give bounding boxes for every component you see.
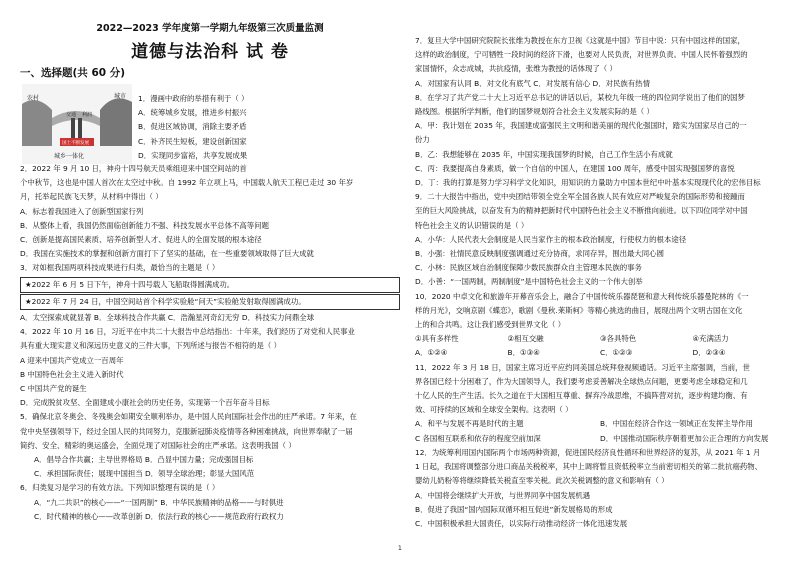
left-line[interactable]: D．完成脱贫攻坚、全面建成小康社会的历史任务，实现第一个百年奋斗目标 <box>20 398 270 408</box>
right-line[interactable]: C．丙：我要提高自身素质，做一个自信的中国人，在建国 100 周年，感受中国实现强国梦的喜悦 <box>415 163 735 173</box>
right-line[interactable]: B．小强：社情民意反映制度强调通过充分协商，求同存异，围出最大同心圆 <box>415 249 664 259</box>
left-line[interactable]: A．太空探索成就显著 B．全球科技合作共赢 C．浩瀚星河奇幻无穷 D．科技实力问鼎全球 <box>20 313 315 323</box>
right-line: 1 日起，我国将调整部分进口商品关税税率，其中上调将暂且资低税率立当前密切相关的第二批抗癌药物、 <box>415 462 763 472</box>
right-line[interactable] <box>415 417 785 431</box>
left-line[interactable]: C．承担国际责任；展现中国担当 D．领导全球治理；彰显大国风范 <box>34 469 255 479</box>
option-cell[interactable]: B．①③④ <box>507 348 540 358</box>
right-line: 特色社会主义的认识错误的是（ ） <box>415 220 529 230</box>
right-line: 这样的政治制度，宁可牺牲一段时间的经济下滑，也要对人民负责，对世界负责。中国人民怀着强烈的 <box>415 50 748 60</box>
left-line: ★2022 年 6 月 5 日下午，神舟十四号载人飞船取得圆满成功。 <box>20 277 400 293</box>
right-line: 7．复旦大学中国研究院院长张维为教授在东方卫视《这就是中国》节目中说：只有中国这样的国家， <box>415 36 745 45</box>
question-1-option-b[interactable]: B．促进区域协调，消除主要矛盾 <box>138 122 247 132</box>
right-line[interactable]: D．丁：我的打算是努力学习科学文化知识，用知识的力量助力中国本世纪中叶基本实现现代化的宏伟目标 <box>415 178 761 188</box>
option-cell[interactable]: ②相互交融 <box>507 334 544 344</box>
left-line[interactable]: C 中国共产党的诞生 <box>20 384 87 394</box>
right-line: 界各国已经十分困难了，作为大国领导人，我们要考虑妥善解决全球热点问题，更要考虑全球稳定和几 <box>415 376 748 386</box>
right-line: 路线图。根据所学判断，他们的国梦规划符合社会主义发展实际的是（ ） <box>415 107 654 117</box>
page-number: 1 <box>398 545 402 552</box>
left-line[interactable]: D．我国在实施技术的掌握和创新方面打下了坚实的基础，在一些重要领域取得了巨大成就 <box>20 249 314 259</box>
right-line <box>415 332 785 346</box>
right-line[interactable]: A．对国家有认同 B．对文化有底气 C．对发展有信心 D．对民族有热情 <box>415 78 650 88</box>
left-line: 6．归类复习是学习的有效方法。下列知识整理有误的是（ ） <box>20 483 220 493</box>
left-line[interactable]: C．时代精神的核心——改革创新 D．依法行政的核心——规范政府行政权力 <box>34 511 284 521</box>
right-line: 8．在学习了共产党二十大上习近平总书记的讲话以后，某校九年级一班的四位同学说出了他们的国梦 <box>415 92 745 102</box>
question-1 <box>138 92 400 163</box>
left-line: 3．对如框我国两项科技成果进行归类，最恰当的主题是（ ） <box>20 263 220 273</box>
left-line[interactable]: B 中国特色社会主义进入新时代 <box>20 369 124 379</box>
right-line[interactable]: C．中国积极承担大国责任，以实际行动推动经济一体化迅速发展 <box>415 518 628 528</box>
right-line: 9．二十大报告中指出，党中央团结带领全党全军全国各族人民有效应对严峻复杂的国际形势和接踵而 <box>415 192 745 202</box>
question-1-option-c[interactable]: C．补齐民生短板，建设创新国家 <box>138 136 247 146</box>
right-line: 12．为统筹利用国内国际两个市场两种资源，促进国民经济良性循环和世界经济的复苏，从 2021 年 1 月 <box>415 447 761 457</box>
right-line: 效、可持续的区域和全球安全架构。这表明（ ） <box>415 405 573 415</box>
right-line[interactable] <box>415 346 785 360</box>
right-line: 婴幼儿奶粉等将继续降低关税直至零关税。此次关税调整的意义和影响有（ ） <box>415 476 669 486</box>
question-1-stem: 1．漫画中政府的举措有利于（ ） <box>138 94 249 103</box>
cartoon-label-rural: 农村 <box>27 95 40 102</box>
left-line[interactable]: A．倡导合作共赢；主导世界格局 B．凸显中国力量；完成强国目标 <box>34 455 254 465</box>
option-cell[interactable]: B．中国在经济合作这一领域正在发挥主导作用 <box>600 419 753 429</box>
exam-title: 2022—2023 学年度第一学期九年级第三次质量监测 <box>96 23 324 34</box>
cartoon-caption: 城乡一体化 <box>54 153 85 160</box>
right-line: 11．2022 年 3 月 18 日，国家主席习近平应约同美国总统拜登视频通话。习近平主席强调，当前，世 <box>415 362 750 372</box>
option-cell[interactable]: A．①②④ <box>415 348 448 358</box>
left-line: 简约、安全、精彩的奥运盛会，全面兑现了对国际社会的庄严承诺。这表明我国（ ） <box>20 440 296 450</box>
question-1-option-a[interactable]: A．统筹城乡发展，推进乡村振兴 <box>138 108 247 118</box>
option-cell[interactable]: ①具有多样性 <box>415 334 459 344</box>
left-line[interactable]: C．创新是提高国民素质、培养创新型人才、促进人的全面发展的根本途径 <box>20 235 262 245</box>
question-1-option-d[interactable]: D．实现同步富裕，共享发展成果 <box>138 150 248 160</box>
left-line[interactable]: B．从整体上看，我国仍然面临创新能力不强、科技发展水平总体不高等问题 <box>20 220 269 230</box>
right-line: 至的巨大风险挑战，以奋发有为的精神把新时代中国特色社会主义不断推向前进。以下四位同学对中国 <box>415 206 748 216</box>
cartoon-image <box>22 84 132 164</box>
right-line: 家国情怀，众志成城，共抗疫情，张维为教授的话体现了（ ） <box>415 64 617 74</box>
right-line[interactable]: A．中国将会继续扩大开放，与世界同享中国发展机遇 <box>415 490 591 500</box>
right-line: 上的和合共鸣。这让我们感受到世界文化（ ） <box>415 320 566 330</box>
cartoon-label-development: 国土不断发展 <box>62 141 89 146</box>
right-line: 10．2020 中卓文化和旅游年开幕音乐会上，融合了中国传统乐器琵琶和意大利传统乐器曼陀林的《一 <box>415 291 749 301</box>
left-line: 月，托举起民族飞天梦，从材料中得出（ ） <box>20 192 163 202</box>
cartoon-label-traffic: 交通 <box>66 112 77 118</box>
right-line[interactable]: D．小善：“一国两制，两制制度”是中国特色社会主义的一个伟大创举 <box>415 277 643 287</box>
right-line: 份力 <box>415 135 430 145</box>
left-line[interactable]: A．“九二共识”的核心——“一国两制” B．中华民族精神的品格——与时俱进 <box>34 497 284 507</box>
left-line: 4．2022 年 10 月 16 日，习近平在中共二十大报告中总结指出：十年来，我们经历了对党和人民事业 <box>20 327 355 337</box>
right-line[interactable]: B．促进了我国“国内国际双循环相互促进”新发展格局的形成 <box>415 504 613 514</box>
right-line: 十亿人民的生产生活。长久之道在于大国相互尊重、摒弃冷战思维，不搞阵营对抗，逐步构建均衡、有 <box>415 391 748 401</box>
subject-title: 道德与法治科 试 卷 <box>131 42 289 62</box>
left-line: 5．确保北京冬奥会、冬残奥会如期安全顺利举办，是中国人民向国际社会作出的庄严承诺。7 年来，在 <box>20 412 357 422</box>
right-line[interactable]: A．甲：我计划在 2035 年，我国建成富强民主文明和谐美丽的现代化强国时，踏实为国家尽自己的一 <box>415 121 747 131</box>
left-line[interactable]: A 迎来中国共产党成立一百周年 <box>20 355 124 365</box>
option-cell[interactable]: ④充满活力 <box>692 334 729 344</box>
left-line[interactable]: A．标志着我国进入了创新型国家行列 <box>20 206 144 216</box>
right-question-list <box>415 34 785 531</box>
option-cell[interactable]: ③各具特色 <box>600 334 637 344</box>
left-line: 具有重大现实意义和深远历史意义的三件大事，下列所述与报告不相符的是（ ） <box>20 341 282 351</box>
section-heading: 一、选择题(共 60 分) <box>20 67 126 79</box>
cartoon-label-profit: 利润 <box>82 112 93 118</box>
left-line: 个中秋节，这也是中国人首次在太空过中秋。自 1992 年立项上马，中国载人航天工程已走过 30 年岁 <box>20 178 354 188</box>
option-cell[interactable]: C 各国相互联系和依存的程度空前加深 <box>415 433 541 443</box>
option-cell[interactable]: A．和平与发展不再是时代的主题 <box>415 419 524 429</box>
right-line[interactable]: B．乙：我想能够在 2035 年，中国实现我国梦的时候，自己工作生活小有成就 <box>415 149 673 159</box>
cartoon-label-urban: 城市 <box>114 93 127 100</box>
right-line[interactable]: A．小华：人民代表大会制度是人民当家作主的根本政治制度，行使权力的根本途径 <box>415 234 687 244</box>
option-cell[interactable]: C．①②③ <box>600 348 633 358</box>
left-line: ★2022 年 7 月 24 日，中国空间站首个科学实验舱“问天”实验舱发射取得圆满成功。 <box>20 294 400 310</box>
left-line: 2．2022 年 9 月 10 日，神舟十四号航天员乘组迎来中国空间站的首 <box>20 164 247 173</box>
right-line: 样的月光》，交响京剧《蝶恋》，歌剧《曼秋.莱斯柯》等精心挑选的曲目，展现出两个文明古国在文化 <box>415 305 743 315</box>
option-cell[interactable]: D．②③④ <box>692 348 726 358</box>
option-cell[interactable]: D．中国推动国际秩序朝着更加公正合理的方向发展 <box>600 433 769 443</box>
right-line[interactable]: C．小林：民族区域自治制度保障少数民族群众自主管理本民族的事务 <box>415 263 642 273</box>
left-line: 党中央坚强领导下，经过全国人民的共同努力，克服新冠肺炎疫情等各种困难挑战，向世界奉献了一届 <box>20 426 353 436</box>
left-question-list <box>20 162 400 524</box>
right-line[interactable] <box>415 432 785 446</box>
